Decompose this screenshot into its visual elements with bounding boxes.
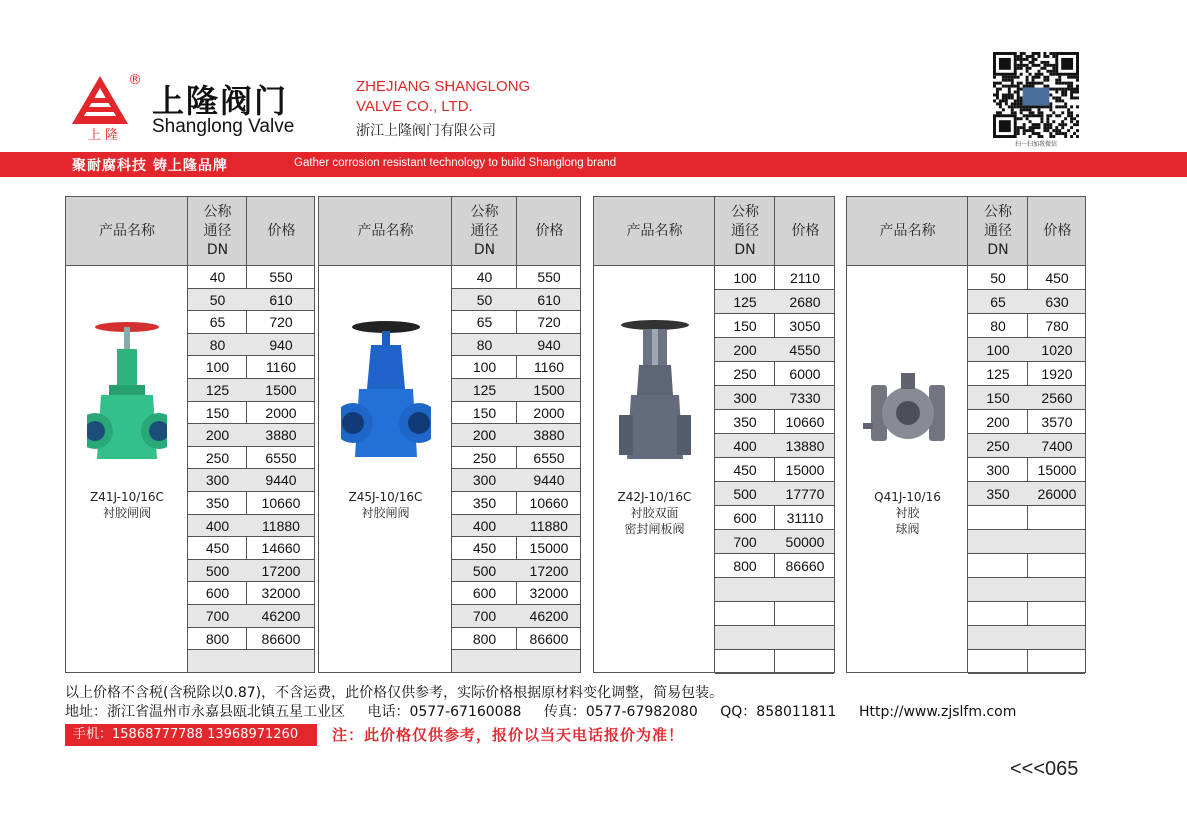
table-row bbox=[968, 434, 1085, 458]
table-row bbox=[715, 458, 834, 482]
dn-cell: 600 bbox=[733, 510, 757, 526]
table-row bbox=[715, 338, 834, 362]
price-cell: 3570 bbox=[1041, 414, 1073, 430]
price-cell bbox=[775, 626, 835, 649]
price-cell: 32000 bbox=[261, 585, 301, 602]
wechat-qr-code-icon[interactable] bbox=[993, 52, 1079, 138]
dn-cell: 100 bbox=[733, 270, 757, 286]
dn-cell: 400 bbox=[472, 517, 497, 534]
price-cell: 1920 bbox=[1041, 366, 1073, 382]
table-row bbox=[968, 554, 1085, 578]
header-price: 价格 bbox=[1043, 222, 1072, 239]
price-cell: 46200 bbox=[261, 608, 301, 624]
price-cell: 940 bbox=[537, 336, 561, 353]
dn-cell: 450 bbox=[733, 462, 757, 478]
product-description: 密封闸板阀 bbox=[624, 522, 685, 536]
slogan-en: Gather corrosion resistant technology to build Shanglong brand bbox=[294, 157, 617, 169]
fax: 传真：0577-67982080 bbox=[543, 704, 698, 720]
price-cell: 9440 bbox=[265, 472, 297, 489]
table-row bbox=[188, 311, 314, 334]
price-cell: 550 bbox=[269, 269, 293, 285]
price-cell: 31110 bbox=[786, 510, 824, 526]
price-cell: 1160 bbox=[265, 359, 297, 376]
price-cell bbox=[517, 650, 581, 672]
table-row bbox=[188, 515, 314, 538]
price-cell: 15000 bbox=[1037, 462, 1077, 478]
price-cell: 86660 bbox=[785, 558, 825, 574]
header-price: 价格 bbox=[791, 222, 820, 239]
company-name-cn: 浙江上隆阀门有限公司 bbox=[356, 123, 496, 139]
table-row bbox=[452, 605, 580, 628]
registered-mark: ® bbox=[128, 72, 142, 88]
dn-cell bbox=[968, 650, 1028, 673]
price-cell: 450 bbox=[1045, 270, 1069, 286]
price-note-tax: 以上价格不含税(含税除以0.87)，不含运费，此价格仅供参考，实际价格根据原材料变化调整，简易包装。 bbox=[65, 685, 724, 701]
table-row bbox=[452, 379, 580, 402]
table-row bbox=[452, 515, 580, 538]
dn-cell: 150 bbox=[986, 390, 1010, 406]
dn-cell: 300 bbox=[205, 472, 230, 489]
price-cell: 780 bbox=[1045, 318, 1069, 334]
dn-cell: 800 bbox=[472, 630, 497, 647]
table-row bbox=[715, 434, 834, 458]
header-product-name: 产品名称 bbox=[879, 222, 936, 239]
dn-cell bbox=[188, 650, 247, 672]
table-row bbox=[188, 402, 314, 425]
price-cell: 720 bbox=[269, 314, 293, 331]
blue-gate-valve-icon bbox=[341, 319, 431, 473]
table-row bbox=[715, 410, 834, 434]
address: 地址：浙江省温州市永嘉县瓯北镇五星工业区 bbox=[65, 704, 345, 720]
table-row bbox=[968, 266, 1085, 290]
price-cell: 50000 bbox=[785, 534, 825, 550]
header-product-name: 产品名称 bbox=[99, 222, 155, 239]
header-price: 价格 bbox=[535, 222, 564, 239]
dn-cell: 50 bbox=[209, 291, 226, 308]
price-cell: 610 bbox=[269, 291, 293, 308]
table-row bbox=[452, 311, 580, 334]
price-cell bbox=[1028, 578, 1086, 601]
product-caption bbox=[847, 489, 968, 537]
price-cell: 86600 bbox=[261, 630, 301, 647]
price-cell: 15000 bbox=[529, 540, 569, 557]
price-cell bbox=[1028, 530, 1086, 553]
dn-cell: 100 bbox=[472, 359, 497, 376]
price-cell: 3880 bbox=[265, 427, 297, 444]
price-table bbox=[593, 196, 835, 673]
dn-cell: 350 bbox=[733, 414, 757, 430]
dn-cell: 80 bbox=[476, 336, 493, 353]
dn-cell: 200 bbox=[986, 414, 1010, 430]
price-cell: 3050 bbox=[789, 318, 821, 334]
table-row bbox=[715, 266, 834, 290]
price-cell: 10660 bbox=[529, 495, 569, 511]
brand-name-cn: 上隆阀门 bbox=[152, 82, 289, 120]
table-row bbox=[715, 602, 834, 626]
price-cell: 610 bbox=[537, 291, 561, 308]
product-description: 衬胶闸阀 bbox=[102, 506, 151, 520]
dn-cell: 125 bbox=[986, 366, 1010, 382]
table-row bbox=[452, 447, 580, 470]
dn-cell: 500 bbox=[205, 562, 230, 579]
price-cell bbox=[775, 578, 835, 601]
table-row bbox=[715, 578, 834, 602]
table-row bbox=[715, 530, 834, 554]
green-gate-valve-icon bbox=[87, 319, 167, 473]
qr-caption: 扫一扫加我微信 bbox=[1014, 141, 1057, 148]
price-table bbox=[65, 196, 315, 673]
price-cell: 3880 bbox=[533, 427, 565, 444]
dn-cell: 300 bbox=[472, 472, 497, 489]
price-cell: 86600 bbox=[529, 630, 569, 647]
product-model: Z41J-10/16C bbox=[90, 490, 164, 504]
dn-cell: 700 bbox=[205, 608, 230, 624]
header-dn: 公称 通径 DN bbox=[470, 203, 499, 258]
dn-cell: 200 bbox=[205, 427, 230, 444]
table-row bbox=[452, 582, 580, 605]
table-row bbox=[188, 605, 314, 628]
table-row bbox=[452, 334, 580, 357]
table-row bbox=[452, 560, 580, 583]
dn-cell bbox=[968, 506, 1028, 529]
price-cell: 2680 bbox=[789, 294, 821, 310]
price-table bbox=[318, 196, 581, 673]
dn-cell: 500 bbox=[472, 562, 497, 579]
dn-cell: 40 bbox=[209, 269, 226, 285]
price-cell: 32000 bbox=[529, 585, 569, 602]
product-caption bbox=[319, 489, 452, 521]
company-name-en-line2: VALVE CO., LTD. bbox=[356, 98, 473, 115]
table-row bbox=[715, 554, 834, 578]
table-row bbox=[452, 537, 580, 560]
price-cell bbox=[1028, 506, 1086, 529]
qq[interactable]: QQ：858011811 bbox=[720, 704, 837, 720]
price-cell: 550 bbox=[537, 269, 561, 285]
price-cell: 1020 bbox=[1041, 342, 1073, 358]
brand-name-en: Shanglong Valve bbox=[152, 116, 295, 137]
website-link[interactable]: Http://www.zjslfm.com bbox=[858, 704, 1017, 720]
price-cell: 7330 bbox=[789, 390, 821, 406]
dn-cell: 250 bbox=[986, 438, 1010, 454]
table-row bbox=[715, 626, 834, 650]
table-row bbox=[968, 314, 1085, 338]
price-disclaimer: 注：此价格仅供参考，报价以当天电话报价为准！ bbox=[332, 726, 685, 744]
product-caption bbox=[66, 489, 188, 521]
table-row bbox=[715, 314, 834, 338]
table-row bbox=[188, 582, 314, 605]
dn-cell: 50 bbox=[476, 291, 493, 308]
table-row bbox=[968, 578, 1085, 602]
table-row bbox=[968, 626, 1085, 650]
dn-cell: 350 bbox=[472, 495, 497, 511]
table-row bbox=[968, 290, 1085, 314]
table-row bbox=[715, 650, 834, 674]
price-cell: 1160 bbox=[533, 359, 565, 376]
header-price: 价格 bbox=[267, 222, 296, 239]
table-row bbox=[968, 386, 1085, 410]
table-row bbox=[188, 650, 314, 673]
table-row bbox=[188, 560, 314, 583]
price-cell: 17200 bbox=[261, 562, 301, 579]
table-row bbox=[715, 482, 834, 506]
dn-cell: 300 bbox=[733, 390, 757, 406]
dn-cell: 250 bbox=[733, 366, 757, 382]
table-row bbox=[188, 334, 314, 357]
dn-cell: 450 bbox=[472, 540, 497, 557]
table-row bbox=[968, 458, 1085, 482]
price-cell bbox=[1028, 626, 1086, 649]
product-description: 衬胶闸阀 bbox=[361, 506, 410, 520]
dn-cell: 100 bbox=[205, 359, 230, 376]
dn-cell: 200 bbox=[472, 427, 497, 444]
dn-cell: 400 bbox=[733, 438, 757, 454]
dn-cell: 125 bbox=[733, 294, 757, 310]
dn-cell: 50 bbox=[990, 270, 1006, 286]
table-row bbox=[188, 424, 314, 447]
dn-cell bbox=[715, 602, 775, 625]
table-row bbox=[452, 469, 580, 492]
price-cell: 6550 bbox=[265, 449, 297, 466]
table-row bbox=[715, 506, 834, 530]
price-cell: 17770 bbox=[785, 486, 825, 502]
dn-cell: 800 bbox=[733, 558, 757, 574]
product-caption bbox=[594, 489, 715, 537]
price-cell: 1500 bbox=[533, 382, 565, 398]
dn-cell: 125 bbox=[472, 382, 497, 398]
dn-cell: 500 bbox=[733, 486, 757, 502]
dn-cell: 65 bbox=[990, 294, 1006, 310]
price-cell: 9440 bbox=[533, 472, 565, 489]
gray-gate-valve-icon bbox=[615, 319, 695, 473]
dn-cell: 125 bbox=[205, 382, 230, 398]
price-cell: 26000 bbox=[1037, 486, 1077, 502]
dn-cell bbox=[968, 578, 1028, 601]
contact-line bbox=[65, 701, 1016, 721]
price-cell: 17200 bbox=[529, 562, 569, 579]
header-dn: 公称 通径 DN bbox=[203, 203, 232, 258]
table-row bbox=[968, 650, 1085, 674]
product-description: 衬胶 bbox=[895, 506, 920, 520]
table-row bbox=[968, 362, 1085, 386]
table-row bbox=[968, 602, 1085, 626]
table-row bbox=[452, 650, 580, 673]
table-row bbox=[188, 469, 314, 492]
dn-cell: 400 bbox=[205, 517, 230, 534]
product-model: Q41J-10/16 bbox=[874, 490, 941, 504]
slogan-cn: 聚耐腐科技 铸上隆品牌 bbox=[72, 158, 228, 174]
dn-cell bbox=[968, 602, 1028, 625]
mobile-numbers[interactable]: 手机：15868777788 13968971260 bbox=[65, 724, 317, 746]
price-cell: 10660 bbox=[261, 495, 301, 511]
header-product-name: 产品名称 bbox=[357, 222, 414, 239]
price-cell: 15000 bbox=[785, 462, 825, 478]
dn-cell: 80 bbox=[990, 318, 1006, 334]
product-description: 衬胶双面 bbox=[630, 506, 679, 520]
dn-cell bbox=[715, 650, 775, 673]
price-cell bbox=[1028, 650, 1086, 673]
dn-cell: 700 bbox=[472, 608, 497, 624]
price-cell: 940 bbox=[269, 336, 293, 353]
table-row bbox=[452, 628, 580, 651]
product-model: Z45J-10/16C bbox=[348, 490, 423, 504]
table-row bbox=[452, 289, 580, 312]
dn-cell bbox=[968, 554, 1028, 577]
product-model: Z42J-10/16C bbox=[617, 490, 692, 504]
dn-cell bbox=[968, 626, 1028, 649]
price-cell: 6550 bbox=[533, 449, 565, 466]
dn-cell: 150 bbox=[205, 404, 230, 421]
company-name-en-line1: ZHEJIANG SHANGLONG bbox=[356, 78, 531, 95]
page-number: <<<065 bbox=[1010, 758, 1079, 780]
price-cell bbox=[1028, 602, 1086, 625]
price-cell: 2000 bbox=[533, 404, 565, 421]
product-description: 球阀 bbox=[895, 522, 920, 536]
price-cell: 2110 bbox=[789, 270, 821, 286]
dn-cell: 600 bbox=[205, 585, 230, 602]
table-row bbox=[188, 289, 314, 312]
header-dn: 公称 通径 DN bbox=[731, 203, 759, 258]
table-row bbox=[452, 492, 580, 515]
dn-cell: 200 bbox=[733, 342, 757, 358]
dn-cell: 450 bbox=[205, 540, 230, 557]
dn-cell: 40 bbox=[476, 269, 493, 285]
dn-cell: 600 bbox=[472, 585, 497, 602]
price-cell bbox=[247, 650, 315, 672]
table-row bbox=[452, 424, 580, 447]
dn-cell: 350 bbox=[205, 495, 230, 511]
price-cell: 720 bbox=[537, 314, 561, 331]
svg-text:上 隆: 上 隆 bbox=[87, 128, 119, 142]
dn-cell bbox=[968, 530, 1028, 553]
table-row bbox=[715, 362, 834, 386]
price-cell: 11880 bbox=[530, 517, 568, 534]
price-cell: 2560 bbox=[1041, 390, 1073, 406]
dn-cell: 300 bbox=[986, 462, 1010, 478]
table-row bbox=[968, 338, 1085, 362]
table-row bbox=[188, 447, 314, 470]
table-row bbox=[188, 266, 314, 289]
table-row bbox=[968, 482, 1085, 506]
dn-cell: 65 bbox=[209, 314, 226, 331]
dn-cell: 350 bbox=[986, 486, 1010, 502]
table-row bbox=[452, 356, 580, 379]
table-row bbox=[968, 410, 1085, 434]
table-row bbox=[188, 537, 314, 560]
table-row bbox=[188, 379, 314, 402]
phone[interactable]: 电话：0577-67160088 bbox=[367, 704, 522, 720]
price-cell bbox=[1028, 554, 1086, 577]
price-cell: 7400 bbox=[1041, 438, 1073, 454]
price-cell bbox=[775, 650, 835, 673]
price-table bbox=[846, 196, 1086, 673]
price-cell: 1500 bbox=[265, 382, 297, 398]
price-cell: 2000 bbox=[265, 404, 297, 421]
table-row bbox=[452, 266, 580, 289]
table-row bbox=[968, 506, 1085, 530]
dn-cell: 250 bbox=[472, 449, 497, 466]
dn-cell: 700 bbox=[733, 534, 757, 550]
price-cell: 4550 bbox=[789, 342, 821, 358]
table-row bbox=[715, 290, 834, 314]
table-row bbox=[452, 402, 580, 425]
price-cell: 11880 bbox=[262, 517, 300, 534]
dn-cell: 150 bbox=[472, 404, 497, 421]
price-cell: 14660 bbox=[261, 540, 301, 557]
table-row bbox=[188, 492, 314, 515]
header-product-name: 产品名称 bbox=[626, 222, 683, 239]
table-row bbox=[188, 356, 314, 379]
price-cell: 46200 bbox=[529, 608, 569, 624]
table-row bbox=[968, 530, 1085, 554]
price-cell: 630 bbox=[1045, 294, 1069, 310]
dn-cell: 100 bbox=[986, 342, 1010, 358]
price-cell: 13880 bbox=[785, 438, 825, 454]
dn-cell bbox=[452, 650, 517, 672]
dn-cell: 800 bbox=[205, 630, 230, 647]
dn-cell bbox=[715, 578, 775, 601]
dn-cell: 150 bbox=[733, 318, 757, 334]
header-dn: 公称 通径 DN bbox=[984, 203, 1012, 258]
table-row bbox=[188, 628, 314, 651]
dn-cell: 65 bbox=[476, 314, 493, 331]
dn-cell: 80 bbox=[209, 336, 226, 353]
dn-cell bbox=[715, 626, 775, 649]
table-row bbox=[715, 386, 834, 410]
ball-valve-icon bbox=[863, 367, 953, 461]
price-cell: 6000 bbox=[789, 366, 821, 382]
price-cell: 10660 bbox=[785, 414, 825, 430]
dn-cell: 250 bbox=[205, 449, 230, 466]
price-cell bbox=[775, 602, 835, 625]
